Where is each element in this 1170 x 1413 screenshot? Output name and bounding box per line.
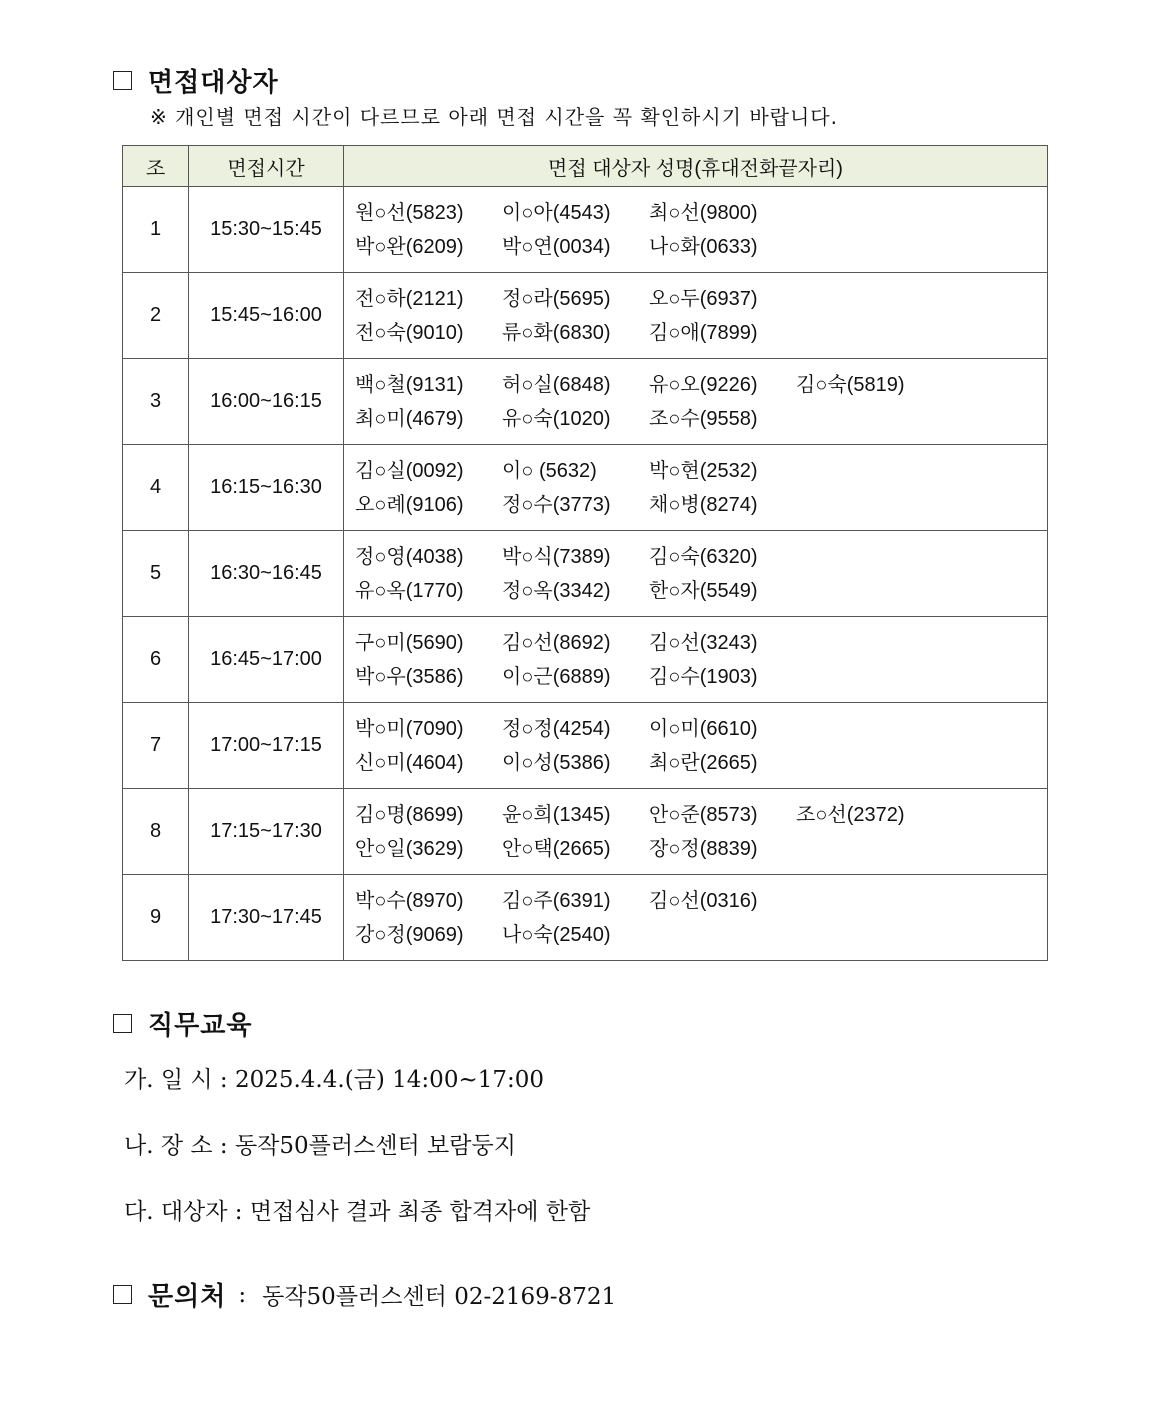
interview-time: 16:00~16:15	[189, 359, 344, 445]
interviewee: 이○근(6889)	[502, 665, 611, 688]
interviewee: 이○ (5632)	[502, 459, 597, 482]
names-line	[355, 488, 1046, 522]
interviewee: 김○실(0092)	[355, 459, 464, 482]
table-row	[123, 789, 1048, 875]
header-time: 면접시간	[189, 146, 344, 187]
interviewee: 안○일(3629)	[355, 837, 464, 860]
interviewee-names	[344, 617, 1048, 703]
group-number: 6	[123, 617, 189, 703]
interviewee: 김○선(8692)	[502, 631, 611, 654]
interviewee: 최○란(2665)	[649, 751, 758, 774]
interviewee: 박○미(7090)	[355, 717, 464, 740]
table-row	[123, 273, 1048, 359]
table-row	[123, 875, 1048, 961]
group-number: 3	[123, 359, 189, 445]
interviewee: 류○화(6830)	[502, 321, 611, 344]
interviewee: 김○주(6391)	[502, 889, 611, 912]
interviewee: 전○하(2121)	[355, 287, 464, 310]
interviewee: 박○연(0034)	[502, 235, 611, 258]
interviewee: 안○택(2665)	[502, 837, 611, 860]
interviewee-names	[344, 531, 1048, 617]
interviewee: 강○정(9069)	[355, 923, 464, 946]
table-row	[123, 445, 1048, 531]
group-number: 5	[123, 531, 189, 617]
interviewee: 윤○희(1345)	[502, 803, 611, 826]
interviewee: 박○식(7389)	[502, 545, 611, 568]
interviewee-names	[344, 273, 1048, 359]
interviewee: 유○오(9226)	[649, 373, 758, 396]
interviewee: 백○철(9131)	[355, 373, 464, 396]
names-line	[355, 626, 1046, 660]
names-line	[355, 368, 1046, 402]
interviewee: 채○병(8274)	[649, 493, 758, 516]
interviewee: 정○옥(3342)	[502, 579, 611, 602]
interview-time: 17:00~17:15	[189, 703, 344, 789]
table-row	[123, 617, 1048, 703]
names-line	[355, 230, 1046, 264]
group-number: 9	[123, 875, 189, 961]
checkbox-icon	[113, 1014, 132, 1033]
interviewee-names	[344, 359, 1048, 445]
interview-time: 15:45~16:00	[189, 273, 344, 359]
section-title: 직무교육	[148, 1011, 253, 1041]
interviewee-names	[344, 187, 1048, 273]
group-number: 2	[123, 273, 189, 359]
contact-separator: :	[238, 1281, 247, 1308]
checkbox-icon	[113, 71, 132, 90]
interviewee: 최○선(9800)	[649, 201, 758, 224]
interviewee: 오○두(6937)	[649, 287, 758, 310]
interviewee: 정○정(4254)	[502, 717, 611, 740]
group-number: 8	[123, 789, 189, 875]
group-number: 1	[123, 187, 189, 273]
interviewee: 김○숙(6320)	[649, 545, 758, 568]
table-row	[123, 359, 1048, 445]
names-line	[355, 196, 1046, 230]
checkbox-icon	[113, 1285, 132, 1304]
names-line	[355, 712, 1046, 746]
interviewee: 오○례(9106)	[355, 493, 464, 516]
interviewee: 신○미(4604)	[355, 751, 464, 774]
interviewee: 조○선(2372)	[796, 803, 905, 826]
interviewee-names	[344, 703, 1048, 789]
names-line	[355, 282, 1046, 316]
header-names: 면접 대상자 성명(휴대전화끝자리)	[344, 146, 1048, 187]
interviewee: 구○미(5690)	[355, 631, 464, 654]
interviewee: 이○아(4543)	[502, 201, 611, 224]
names-line	[355, 454, 1046, 488]
interviewee: 전○숙(9010)	[355, 321, 464, 344]
interviewee: 박○우(3586)	[355, 665, 464, 688]
interviewee: 최○미(4679)	[355, 407, 464, 430]
interviewee: 정○라(5695)	[502, 287, 611, 310]
interviewee: 이○미(6610)	[649, 717, 758, 740]
interview-time: 16:45~17:00	[189, 617, 344, 703]
section-training-header	[113, 1005, 252, 1042]
table-row	[123, 187, 1048, 273]
interviewee: 김○애(7899)	[649, 321, 758, 344]
names-line	[355, 918, 1046, 952]
interview-time: 16:30~16:45	[189, 531, 344, 617]
interviewee: 안○준(8573)	[649, 803, 758, 826]
interviewee: 허○실(6848)	[502, 373, 611, 396]
interviewee: 박○완(6209)	[355, 235, 464, 258]
contact-title: 문의처	[148, 1282, 227, 1312]
interviewee-names	[344, 875, 1048, 961]
interview-time: 17:15~17:30	[189, 789, 344, 875]
training-date: 가. 일 시 : 2025.4.4.(금) 14:00~17:00	[124, 1067, 545, 1093]
interviewee: 정○영(4038)	[355, 545, 464, 568]
names-line	[355, 798, 1046, 832]
interviewee-names	[344, 789, 1048, 875]
interviewee: 원○선(5823)	[355, 201, 464, 224]
training-place: 나. 장 소 : 동작50플러스센터 보람둥지	[124, 1133, 516, 1159]
group-number: 4	[123, 445, 189, 531]
notice-text: ※ 개인별 면접 시간이 다르므로 아래 면접 시간을 꼭 확인하시기 바랍니다.	[150, 105, 838, 129]
interview-schedule-table	[122, 145, 1048, 961]
interviewee: 한○자(5549)	[649, 579, 758, 602]
interviewee: 김○수(1903)	[649, 665, 758, 688]
section-title: 면접대상자	[148, 68, 279, 98]
interviewee: 김○명(8699)	[355, 803, 464, 826]
names-line	[355, 832, 1046, 866]
interviewee: 나○화(0633)	[649, 235, 758, 258]
table-header-row	[123, 146, 1048, 187]
table-row	[123, 703, 1048, 789]
names-line	[355, 540, 1046, 574]
training-target: 다. 대상자 : 면접심사 결과 최종 합격자에 한함	[124, 1199, 591, 1225]
section-interviewees-header	[113, 62, 279, 99]
contact-section	[113, 1276, 616, 1313]
interviewee: 박○수(8970)	[355, 889, 464, 912]
interview-time: 17:30~17:45	[189, 875, 344, 961]
names-line	[355, 402, 1046, 436]
names-line	[355, 884, 1046, 918]
interviewee: 박○현(2532)	[649, 459, 758, 482]
interviewee: 정○수(3773)	[502, 493, 611, 516]
group-number: 7	[123, 703, 189, 789]
interviewee: 유○숙(1020)	[502, 407, 611, 430]
header-group: 조	[123, 146, 189, 187]
table-body	[123, 187, 1048, 961]
interview-time: 15:30~15:45	[189, 187, 344, 273]
interviewee-names	[344, 445, 1048, 531]
contact-text: 동작50플러스센터 02-2169-8721	[262, 1284, 617, 1310]
interviewee: 유○옥(1770)	[355, 579, 464, 602]
names-line	[355, 660, 1046, 694]
interviewee: 김○선(0316)	[649, 889, 758, 912]
names-line	[355, 574, 1046, 608]
interviewee: 이○성(5386)	[502, 751, 611, 774]
names-line	[355, 316, 1046, 350]
table-row	[123, 531, 1048, 617]
interviewee: 조○수(9558)	[649, 407, 758, 430]
interview-time: 16:15~16:30	[189, 445, 344, 531]
interviewee: 김○숙(5819)	[796, 373, 905, 396]
interviewee: 김○선(3243)	[649, 631, 758, 654]
interviewee: 장○정(8839)	[649, 837, 758, 860]
interviewee: 나○숙(2540)	[502, 923, 611, 946]
names-line	[355, 746, 1046, 780]
